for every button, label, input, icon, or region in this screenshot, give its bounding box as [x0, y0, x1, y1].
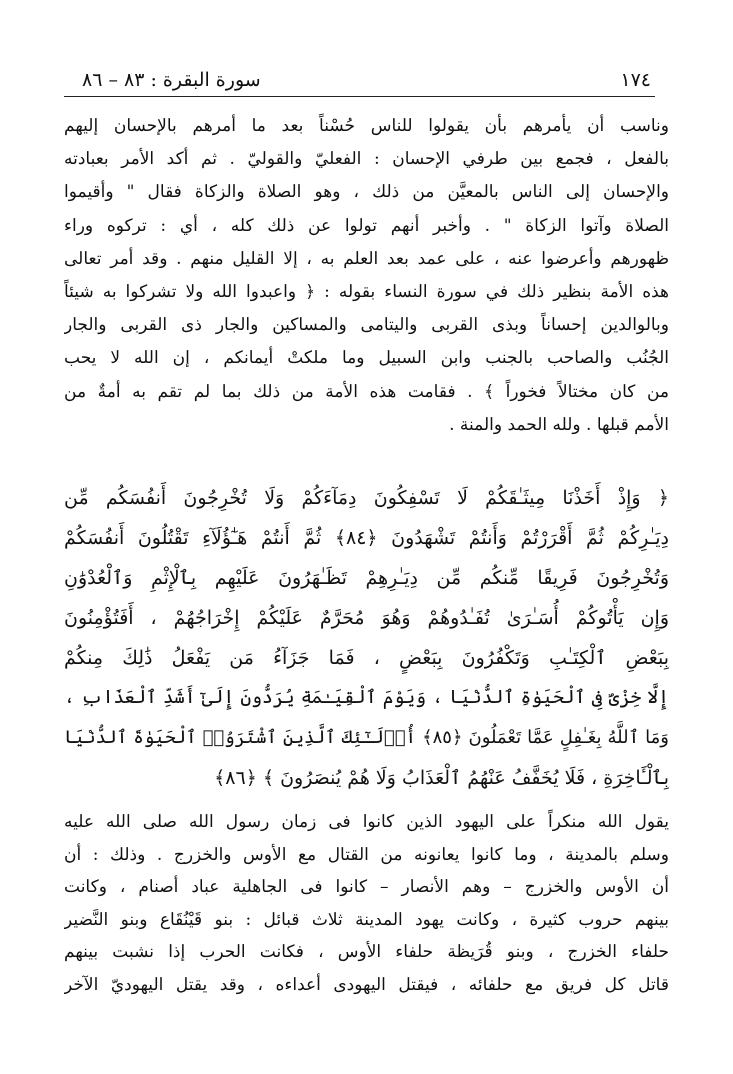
text-line: هذه الأمة بنظير ذلك في سورة النساء بقوله : ﴿ واعبدوا الله ولا تشركوا به شيئاً [64, 281, 669, 302]
text-line: يقول الله منكراً على اليهود الذين كانوا فى زمان رسول الله صلى الله عليه [64, 812, 669, 832]
text-line: وبالوالدين إحساناً وبذى القربى واليتامى والمساكين والجار ذى القربى والجار [64, 315, 669, 336]
verse-line: إِلَّا خِزْىٌ فِى ٱلْحَيَوٰةِ ٱلدُّنْيَا ، وَيَوْمَ ٱلْقِيَـٰمَةِ يُرَدُّونَ إِلَىٰٓ أَشَدِّ ٱلْعَذَابِ ، [64, 687, 669, 708]
page-number: ١٧٤ [620, 69, 651, 91]
text-line: حلفاء الخزرج ، وبنو قُرَيظة حلفاء الأوس ، فكانت الحرب إذا نشبت بينهم [64, 942, 669, 962]
text-line: وناسب أن يأمرهم بأن يقولوا للناس حُسْناً بعد ما أمرهم بالإحسان إليهم [64, 116, 669, 136]
quran-verse-block [64, 478, 669, 798]
page-header [82, 66, 651, 94]
verse-line: بِبَعْضِ ٱلْكِتَـٰبِ وَتَكْفُرُونَ بِبَعْضٍ ، فَمَا جَزَآءُ مَن يَفْعَلُ ذَٰلِكَ مِنكُمْ [64, 647, 669, 669]
header-rule [64, 96, 655, 97]
surah-title: سورة البقرة : ٨٣ – ٨٦ [82, 69, 261, 91]
commentary-paragraph-1 [64, 110, 669, 442]
verse-line: ﴿ وَإِذْ أَخَذْنَا مِيثَـٰقَكُمْ لَا تَسْفِكُونَ دِمَآءَكُمْ وَلَا تُخْرِجُونَ أَنفُسَكُم مِّن [64, 487, 669, 509]
text-line: وسلم بالمدينة ، وما كانوا يعانونه من القتال مع الأوس والخزرج . وذلك : أن [64, 844, 669, 865]
text-line: الجُنُب والصاحب بالجنب وابن السبيل وما ملكتْ أيمانكم ، إن الله لا يحب [64, 348, 669, 369]
text-line: الصلاة وآتوا الزكاة " . وأخبر أنهم تولوا عن ذلك كله ، أي : تركوه وراء [64, 215, 669, 236]
verse-line: بِٱلْـَٔاخِرَةِ ، فَلَا يُخَفَّفُ عَنْهُمُ ٱلْعَذَابُ وَلَا هُمْ يُنصَرُونَ ﴾ ﴿٨٦﴾ [214, 767, 669, 789]
text-line: والإحسان إلى الناس بالمعيَّن من ذلك ، وهو الصلاة والزكاة فقال " وأقيموا [64, 182, 669, 203]
verse-line: وَتُخْرِجُونَ فَرِيقًا مِّنكُم مِّن دِيَـٰرِهِمْ تَظَـٰهَرُونَ عَلَيْهِم بِٱلْإِثْمِ وَٱلْعُدْوَٰنِ [64, 567, 669, 589]
text-line: أن الأوس والخزرج – وهم الأنصار – كانوا فى الجاهلية عباد أصنام ، وكانت [64, 877, 669, 897]
text-line: قاتل كل فريق مع حلفائه ، فيقتل اليهودى أعداءه ، وقد يقتل اليهوديّ الآخر [64, 974, 669, 995]
text-line: ظهورهم وأعرضوا عنه ، على عمد بعد العلم به ، إلا القليل منهم . وقد أمر تعالى [64, 248, 669, 269]
verse-line: وَمَا ٱللَّهُ بِغَـٰفِلٍ عَمَّا تَعْمَلُونَ ﴿٨٥﴾ أُو۟لَـٰٓئِكَ ٱلَّذِينَ ٱشْتَرَوُا۟ ٱلْحَيَوٰةَ ٱلدُّنْيَا [64, 727, 669, 748]
verse-line: دِيَـٰرِكُمْ ثُمَّ أَقْرَرْتُمْ وَأَنتُمْ تَشْهَدُونَ ﴿٨٤﴾ ثُمَّ أَنتُمْ هَـٰٓؤُلَآءِ تَقْتُلُونَ أَنفُسَكُمْ [64, 527, 669, 549]
text-line: الأمم قبلها . ولله الحمد والمنة . [449, 414, 669, 435]
text-line: من كان مختالاً فخوراً ﴾ . فقامت هذه الأمة من ذلك بما لم تقم به أمةٌ من [64, 381, 669, 402]
text-line: بينهم حروب كثيرة ، وكانت يهود المدينة ثلاث قبائل : بنو قَيْنُقَاع وبنو النَّضير [64, 909, 669, 930]
verse-line: وَإِن يَأْتُوكُمْ أُسَـٰرَىٰ تُفَـٰدُوهُمْ وَهُوَ مُحَرَّمٌ عَلَيْكُمْ إِخْرَاجُهُمْ ، أَفَتُؤْمِنُونَ [64, 607, 669, 629]
commentary-paragraph-2 [64, 806, 669, 1001]
text-line: بالفعل ، فجمع بين طرفي الإحسان : الفعليّ والقوليّ . ثم أكد الأمر بعبادته [64, 149, 669, 170]
